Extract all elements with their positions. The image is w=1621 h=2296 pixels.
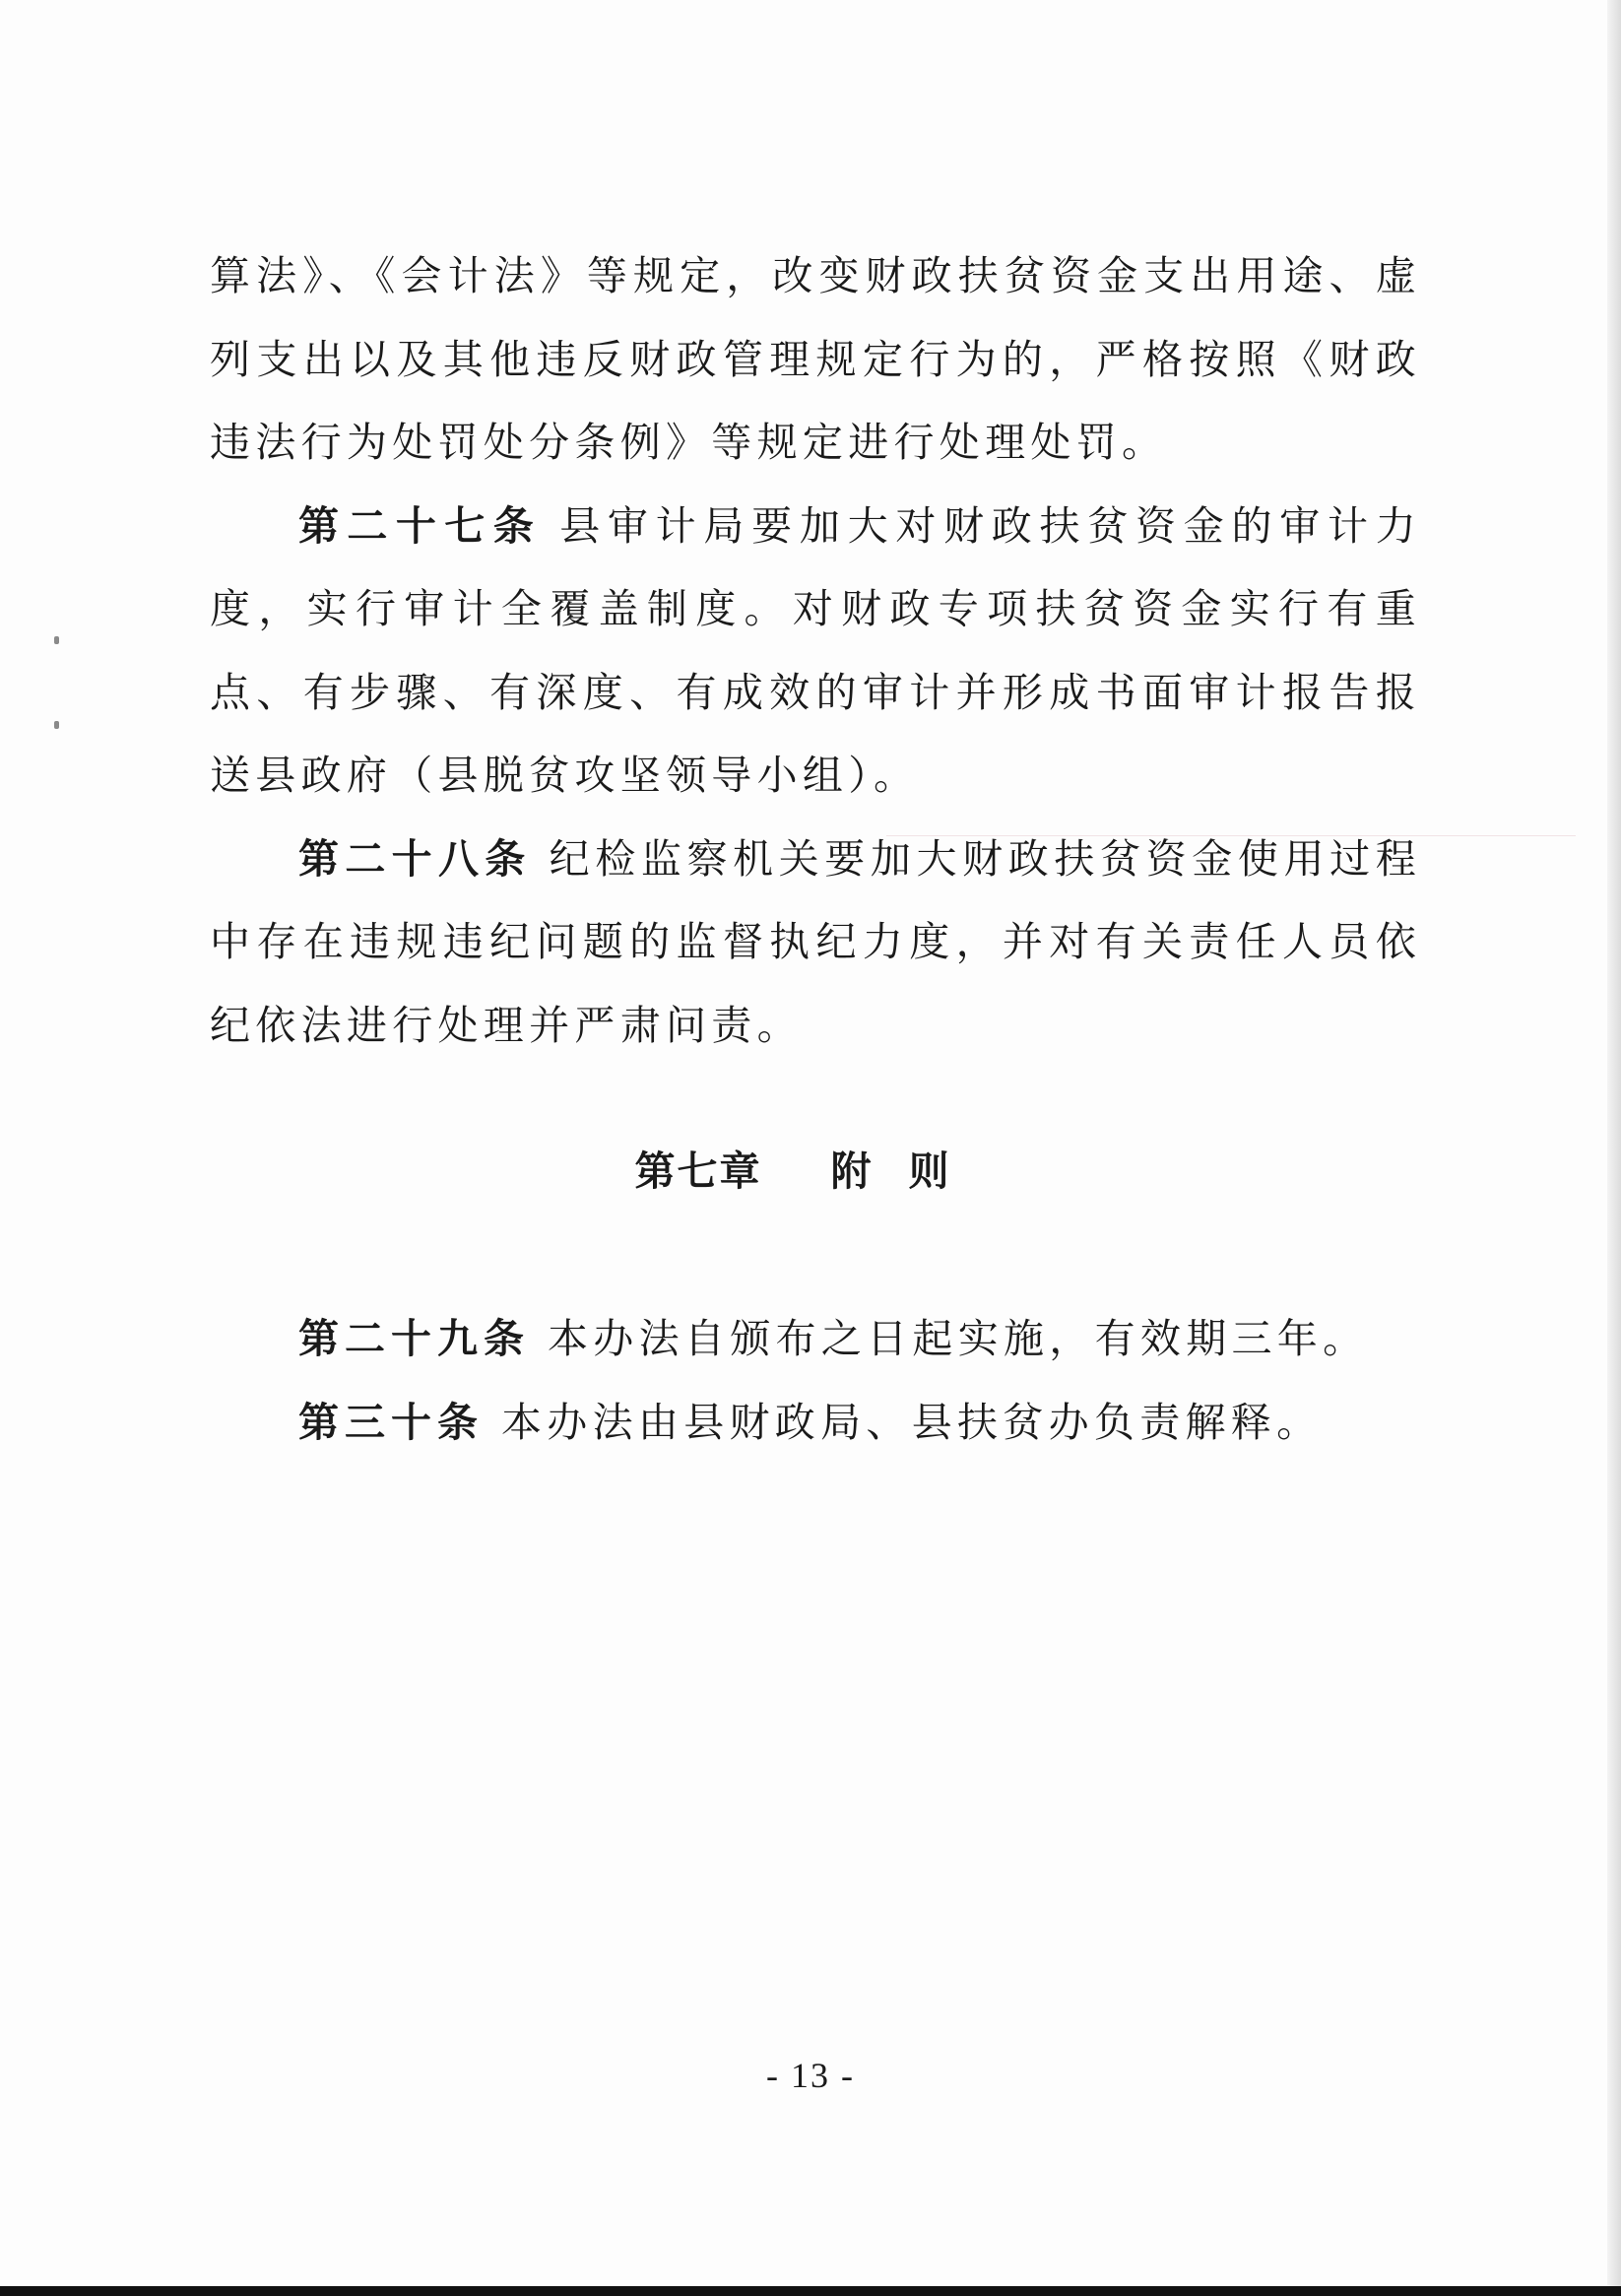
article-30 [210, 1381, 1421, 1465]
scan-bottom-edge [0, 2286, 1621, 2296]
article-heading: 第二十九条 [298, 1315, 530, 1362]
paragraph-text: 本办法自颁布之日起实施，有效期三年。 [548, 1315, 1369, 1362]
article-28 [210, 818, 1421, 1068]
chapter-number: 第七章 [634, 1148, 762, 1195]
paragraph-text: 县审计局要加大对财政扶贫资金的审计力度，实行审计全覆盖制度。对财政专项扶贫资金实行有重点、有步骤、有深度、有成效的审计并形成书面审计报告报送县政府（县脱贫攻坚领导小组）。 [210, 501, 1421, 799]
article-27 [210, 485, 1421, 818]
scan-speck [54, 721, 59, 729]
paragraph-continuation [210, 234, 1421, 485]
chapter-name: 附则 [830, 1148, 987, 1195]
chapter-heading [0, 1139, 1621, 1197]
paragraph-text: 纪检监察机关要加大财政扶贫资金使用过程中存在违规违纪问题的监督执纪力度，并对有关责任人员依纪依法进行处理并严肃问责。 [210, 834, 1422, 1049]
article-heading: 第二十七条 [298, 501, 543, 550]
scan-speck [54, 636, 59, 644]
article-heading: 第三十条 [298, 1398, 484, 1446]
appendix-text [210, 1297, 1421, 1464]
article-heading: 第二十八条 [298, 834, 532, 883]
page-number: - 13 - [766, 2056, 855, 2095]
paragraph-text: 本办法由县财政局、县扶贫办负责解释。 [501, 1398, 1323, 1446]
article-29 [210, 1297, 1421, 1381]
body-text [210, 234, 1421, 1067]
paragraph-text: 算法》、《会计法》等规定，改变财政扶贫资金支出用途、虚列支出以及其他违反财政管理规定行为的，严格按照《财政违法行为处罚处分条例》等规定进行处理处罚。 [210, 252, 1421, 466]
